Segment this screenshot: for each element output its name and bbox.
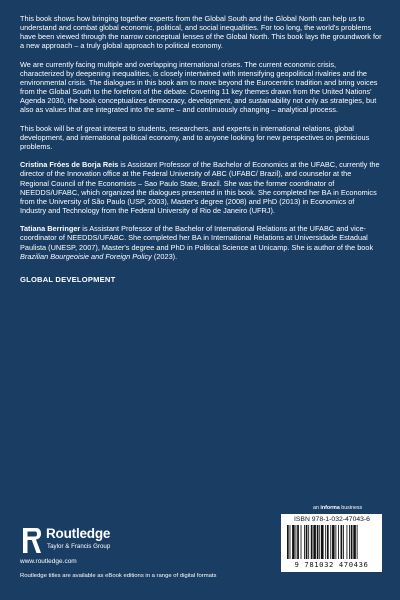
informa-suffix: business xyxy=(339,505,363,511)
author-bio-1 xyxy=(20,160,382,215)
routledge-logo-icon xyxy=(20,526,42,554)
informa-business-tag xyxy=(313,505,362,511)
publisher-website: www.routledge.com xyxy=(20,558,77,565)
back-cover-text xyxy=(20,14,382,284)
author-name-1: Cristina Fróes de Borja Reis xyxy=(20,160,119,170)
barcode-panel xyxy=(281,514,382,572)
series-label: GLOBAL DEVELOPMENT xyxy=(20,274,116,284)
book-year: (2023). xyxy=(151,251,178,261)
barcode-number: 9 781032 470436 xyxy=(294,560,369,569)
description-paragraph-2: We are currently facing multiple and overlapping international crises. The current economic crisis, characterized by deepening inequalities, is closely intertwined with intensifying geopolitical rivalries and the environmental crisis. The dialogues in this book aim to move beyond the Eurocentric tradition and bring voices from the Global South to the forefront of the debate. Covering 11 key themes drawn from the United Nations' Agenda 2030, the book conceptualizes democracy, development, and sustainability not only as strategies, but also as values that are integrated into the same – and continuously changing – analytical process. xyxy=(20,59,378,115)
author-name-2: Tatiana Berringer xyxy=(20,224,81,234)
informa-prefix: an xyxy=(313,505,321,511)
isbn-text: ISBN 978-1-032-47043-6 xyxy=(294,516,370,523)
book-title: Brazilian Bourgeoisie and Foreign Policy xyxy=(20,251,152,261)
publisher-name: Routledge xyxy=(46,526,111,541)
barcode-icon xyxy=(287,525,377,559)
author-bio-1-text: is Assistant Professor of the Bachelor of Economics at the UFABC, currently the director of the Innovation office at the Federal University of ABC (UFABC/ Brazil), and counselor at the Regional Council of the Economists – Sao Paulo State, Brazil. She was the former coordinator of NEEDDS/UFABC, which organized the dialogues presented in this book. She completed her BA in Economics from the University of São Paulo (USP, 2003), Master's degree (2008) and PhD (2013) in Economics of Industry and Technology from the Federal University of Rio de Janeiro (UFRJ). xyxy=(20,160,380,215)
informa-name: informa xyxy=(320,505,340,511)
author-bio-2 xyxy=(20,224,382,260)
description-paragraph-3: This book will be of great interest to students, researchers, and experts in international relations, global development, and international political economy, and to anyone looking for new perspectives on pernicious problems. xyxy=(20,123,370,151)
author-bio-2-text: is Assistant Professor of the Bachelor of International Relations at the UFABC and vice-coordinator of NEEDDS/UFABC. She completed her BA in International Relations at Universidade Estadual Paulista (UNESP, 2007), Master's degree and PhD in Political Science at Unicamp. She is author of the book xyxy=(20,224,374,252)
publisher-subtitle: Taylor & Francis Group xyxy=(47,543,111,550)
ebook-note: Routledge titles are available as eBook editions in a range of digital formats xyxy=(20,573,217,579)
description-paragraph-1: This book shows how bringing together experts from the Global South and the Global North can help us to understand and combat global economic, political, and social inequalities. For too long, the world's problems have been viewed through the narrow conceptual lenses of the Global North. This book lays the groundwork for a new approach – a truly global approach to political economy. xyxy=(20,14,382,51)
